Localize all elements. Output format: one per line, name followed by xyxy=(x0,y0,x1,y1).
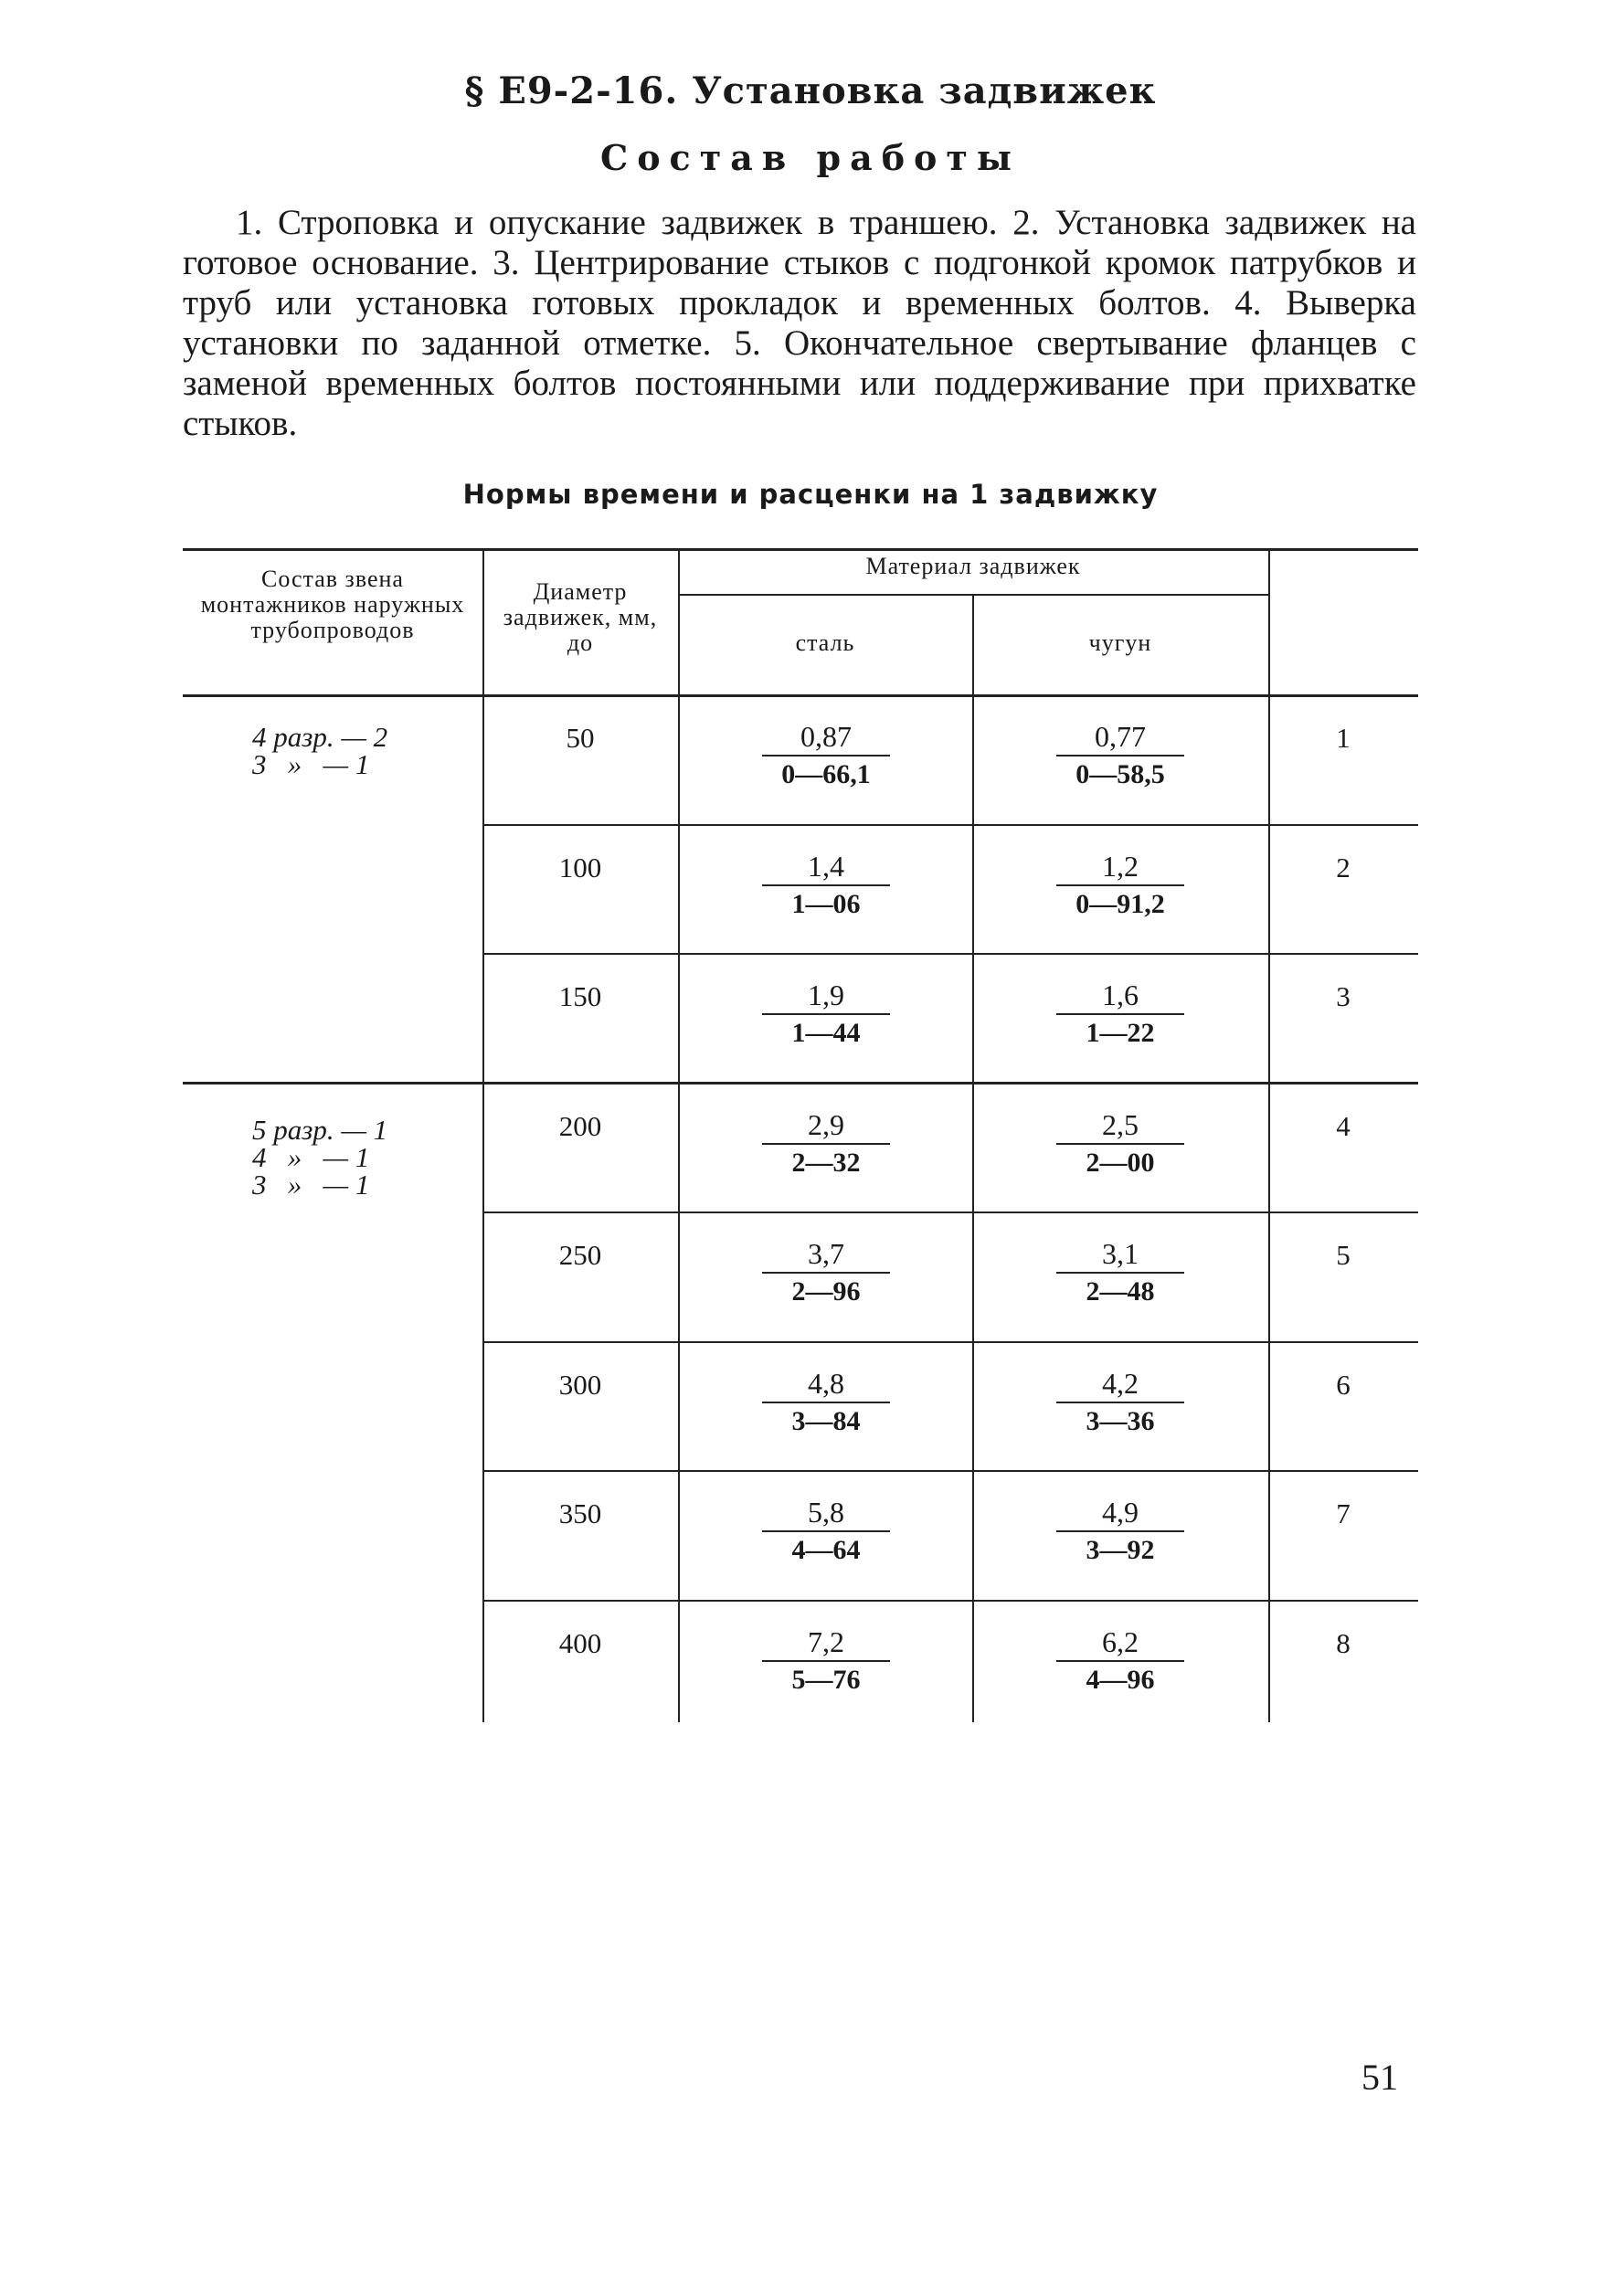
section-title: § Е9-2-16. Установка задвижек xyxy=(464,69,1157,112)
body-divider-2 xyxy=(678,694,680,1722)
work-description: 1. Строповка и опускание задвижек в траншею. 2. Установка задвижек на готовое основание. 3. Центрирование стыков с подгонкой кромок патрубков и труб или установка готовых прокладок и временных болтов. 4. Выверка установки по заданной отметке. 5. Окончательное свертывание фланцев с заменой временных болтов постоянными или поддерживание при прихватке стыков. xyxy=(183,203,1416,443)
row-separator xyxy=(482,1470,1418,1472)
crew-group-1: 4 разр. — 2 3 » — 1 xyxy=(252,721,388,780)
header-steel: сталь xyxy=(795,630,855,656)
iron-time-norm: 2,5 xyxy=(1056,1108,1184,1145)
steel-rate: 0—66,1 xyxy=(781,759,871,789)
row-separator xyxy=(482,953,1418,955)
steel-time-norm: 2,9 xyxy=(762,1108,890,1145)
section-subtitle: Состав работы xyxy=(599,137,1022,178)
diameter-cell: 150 xyxy=(558,980,602,1012)
iron-rate: 2—48 xyxy=(1086,1276,1155,1307)
table-top-rule xyxy=(183,548,1418,551)
row-separator xyxy=(482,824,1418,826)
iron-rate: 3—92 xyxy=(1086,1535,1155,1565)
row-number: 1 xyxy=(1336,722,1351,754)
iron-fraction xyxy=(1056,1625,1184,1698)
body-divider-4 xyxy=(1268,694,1270,1722)
steel-time-norm: 4,8 xyxy=(762,1367,890,1403)
steel-fraction xyxy=(762,1625,890,1698)
header-diameter: Диаметр задвижек, мм, до xyxy=(503,578,658,656)
steel-time-norm: 1,9 xyxy=(762,979,890,1015)
row-separator xyxy=(482,1600,1418,1602)
row-number: 6 xyxy=(1336,1368,1351,1401)
steel-fraction xyxy=(762,979,890,1052)
iron-fraction xyxy=(1056,1496,1184,1569)
steel-rate: 4—64 xyxy=(791,1535,861,1565)
steel-rate: 3—84 xyxy=(791,1405,861,1436)
diameter-cell: 100 xyxy=(558,851,602,883)
diameter-cell: 250 xyxy=(558,1239,602,1271)
iron-time-norm: 4,2 xyxy=(1056,1367,1184,1403)
crew-group-2: 5 разр. — 1 4 » — 1 3 » — 1 xyxy=(252,1114,388,1201)
steel-time-norm: 0,87 xyxy=(762,720,890,757)
header-material: Материал задвижек xyxy=(865,553,1081,579)
body-divider-1 xyxy=(482,694,484,1722)
header-crew: Состав звена монтажников наружных трубопроводов xyxy=(200,566,465,643)
diameter-cell: 400 xyxy=(558,1626,602,1659)
iron-rate: 0—91,2 xyxy=(1075,888,1165,919)
iron-time-norm: 1,2 xyxy=(1056,850,1184,886)
iron-fraction xyxy=(1056,1237,1184,1310)
iron-time-norm: 1,6 xyxy=(1056,979,1184,1015)
diameter-cell: 350 xyxy=(558,1497,602,1529)
iron-time-norm: 0,77 xyxy=(1056,720,1184,757)
steel-fraction xyxy=(762,1237,890,1310)
header-cast-iron: чугун xyxy=(1088,630,1152,656)
header-divider-3 xyxy=(972,594,974,694)
steel-rate: 5—76 xyxy=(791,1664,861,1695)
iron-fraction xyxy=(1056,850,1184,923)
iron-fraction xyxy=(1056,1108,1184,1181)
steel-time-norm: 7,2 xyxy=(762,1625,890,1662)
table-caption: Нормы времени и расценки на 1 задвижку xyxy=(462,479,1159,510)
iron-fraction xyxy=(1056,979,1184,1052)
iron-fraction xyxy=(1056,1367,1184,1440)
header-bottom-rule xyxy=(183,694,1418,697)
row-number: 7 xyxy=(1336,1497,1351,1529)
row-number: 5 xyxy=(1336,1239,1351,1271)
steel-rate: 1—06 xyxy=(791,888,861,919)
steel-rate: 2—96 xyxy=(791,1276,861,1307)
iron-rate: 0—58,5 xyxy=(1075,759,1165,789)
diameter-cell: 300 xyxy=(558,1368,602,1401)
steel-fraction xyxy=(762,850,890,923)
header-divider-4 xyxy=(1268,548,1270,694)
steel-fraction xyxy=(762,1496,890,1569)
page-number: 51 xyxy=(1361,2057,1398,2098)
material-header-rule xyxy=(678,594,1270,596)
iron-rate: 3—36 xyxy=(1086,1405,1155,1436)
steel-fraction xyxy=(762,1367,890,1440)
iron-fraction xyxy=(1056,720,1184,793)
steel-rate: 1—44 xyxy=(791,1018,861,1048)
row-number: 3 xyxy=(1336,980,1351,1012)
steel-time-norm: 3,7 xyxy=(762,1237,890,1274)
diameter-cell: 50 xyxy=(566,722,595,754)
row-separator xyxy=(482,1211,1418,1213)
row-number: 2 xyxy=(1336,851,1351,883)
steel-time-norm: 1,4 xyxy=(762,850,890,886)
iron-time-norm: 3,1 xyxy=(1056,1237,1184,1274)
group-separator xyxy=(183,1082,1418,1085)
steel-fraction xyxy=(762,1108,890,1181)
header-divider-1 xyxy=(482,548,484,694)
row-number: 8 xyxy=(1336,1626,1351,1659)
iron-rate: 1—22 xyxy=(1086,1018,1155,1048)
iron-rate: 4—96 xyxy=(1086,1664,1155,1695)
diameter-cell: 200 xyxy=(558,1109,602,1142)
steel-fraction xyxy=(762,720,890,793)
header-divider-2 xyxy=(678,548,680,694)
row-number: 4 xyxy=(1336,1109,1351,1142)
iron-time-norm: 4,9 xyxy=(1056,1496,1184,1532)
steel-rate: 2—32 xyxy=(791,1147,861,1178)
row-separator xyxy=(482,1341,1418,1343)
iron-time-norm: 6,2 xyxy=(1056,1625,1184,1662)
steel-time-norm: 5,8 xyxy=(762,1496,890,1532)
iron-rate: 2—00 xyxy=(1086,1147,1155,1178)
body-divider-3 xyxy=(972,694,974,1722)
